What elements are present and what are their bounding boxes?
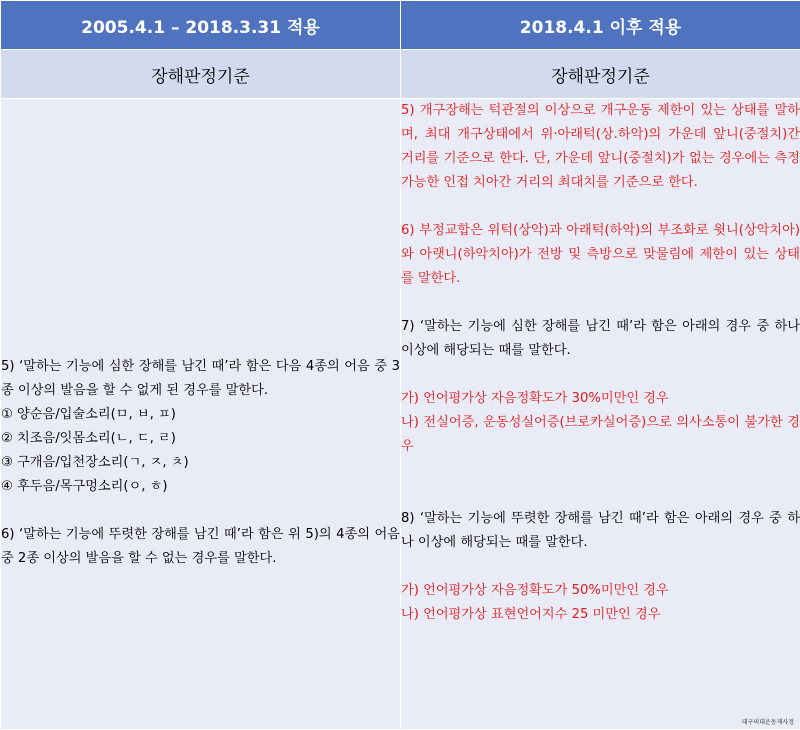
case-item: 가) 언어평가상 자음정확도가 50%미만인 경우 <box>401 583 669 598</box>
sound-item: ③ 구개음/입천장소리(ㄱ, ㅈ, ㅊ) <box>1 455 189 470</box>
right-item-8: 8) ‘말하는 기능에 뚜렷한 장해를 남긴 때’라 함은 아래의 경우 중 하나 이상에 해당되는 때를 말한다. <box>401 511 800 550</box>
right-item-5: 5) 개구장해는 턱관절의 이상으로 개구운동 제한이 있는 상태를 말하며, 최대 개구상태에서 위·아래턱(상.하악)의 가운데 앞니(중절치)간 거리를 기준으로 한다. 단, 가운데 앞니(중절치)가 없는 경우에는 측정가능한 인접 치아간 거리의 최대치를 기준으로 한다. <box>401 103 800 190</box>
watermark: 대구의대운동재사정 <box>741 719 794 726</box>
case-item: 나) 언어평가상 표현언어지수 25 미만인 경우 <box>401 607 661 622</box>
right-criteria-cell <box>401 99 800 730</box>
header-row <box>1 1 800 50</box>
left-item-6: 6) ‘말하는 기능에 뚜렷한 장해를 남긴 때’라 함은 위 5)의 4종의 어음 중 2종 이상의 발음을 할 수 없는 경우를 말한다. <box>1 527 400 566</box>
subheader-right: 장해판정기준 <box>401 50 800 99</box>
content-row <box>1 99 800 730</box>
case-item: 나) 전실어증, 운동성실어증(브로카실어증)으로 의사소통이 불가한 경우 <box>401 415 800 454</box>
subheader-left: 장해판정기준 <box>1 50 401 99</box>
header-right: 2018.4.1 이후 적용 <box>401 1 800 50</box>
right-item-7: 7) ‘말하는 기능에 심한 장해를 남긴 때’라 함은 아래의 경우 중 하나 이상에 해당되는 때를 말한다. <box>401 319 800 358</box>
left-item-5: 5) ‘말하는 기능에 심한 장해를 남긴 때’라 함은 다음 4종의 어음 중 3종 이상의 발음을 할 수 없게 된 경우를 말한다. <box>1 359 400 398</box>
subheader-row <box>1 50 800 99</box>
left-criteria-cell <box>1 99 401 730</box>
sound-item: ④ 후두음/목구멍소리(ㅇ, ㅎ) <box>1 479 168 494</box>
sound-item: ① 양순음/입술소리(ㅁ, ㅂ, ㅍ) <box>1 407 176 422</box>
sound-item: ② 치조음/잇몸소리(ㄴ, ㄷ, ㄹ) <box>1 431 176 446</box>
case-item: 가) 언어평가상 자음정확도가 30%미만인 경우 <box>401 391 669 406</box>
right-item-6: 6) 부정교합은 위턱(상악)과 아래턱(하악)의 부조화로 윗니(상악치아)와 아랫니(하악치아)가 전방 및 측방으로 맞물림에 제한이 있는 상태를 말한다. <box>401 223 800 286</box>
header-left: 2005.4.1 – 2018.3.31 적용 <box>1 1 401 50</box>
